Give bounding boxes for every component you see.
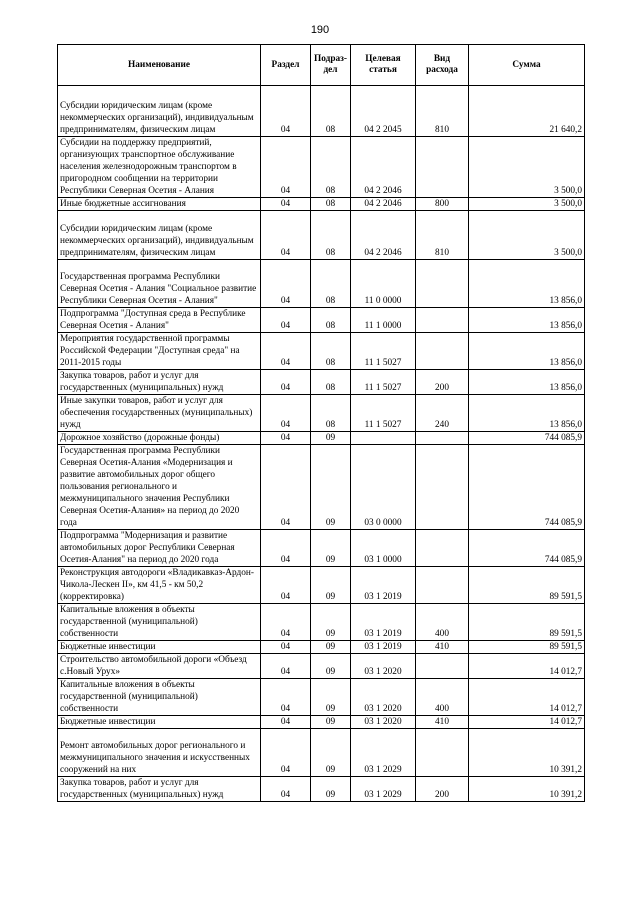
row-name: Субсидии на поддержку предприятий, организующих транспортное обслуживание населения железнодорожным транспортом в пригородном сообщении на территории Республики Северная Осетия - Алания — [58, 137, 261, 198]
row-target: 03 1 2020 — [351, 679, 416, 716]
row-amount: 744 085,9 — [469, 445, 585, 530]
row-amount: 14 012,7 — [469, 679, 585, 716]
table-row — [58, 333, 585, 370]
row-subsection: 08 — [311, 370, 351, 395]
table-row — [58, 530, 585, 567]
header-amount: Сумма — [469, 45, 585, 86]
row-target: 03 0 0000 — [351, 445, 416, 530]
row-amount: 89 591,5 — [469, 641, 585, 654]
row-target: 04 2 2046 — [351, 137, 416, 198]
row-subsection: 08 — [311, 211, 351, 260]
row-name: Субсидии юридическим лицам (кроме некоммерческих организаций), индивидуальным предпринимателям, физическим лицам — [58, 211, 261, 260]
row-expense — [416, 530, 469, 567]
row-section: 04 — [261, 445, 311, 530]
row-expense — [416, 137, 469, 198]
row-name: Бюджетные инвестиции — [58, 716, 261, 729]
row-expense — [416, 729, 469, 777]
row-subsection: 09 — [311, 654, 351, 679]
row-name: Закупка товаров, работ и услуг для государственных (муниципальных) нужд — [58, 777, 261, 802]
row-expense: 410 — [416, 716, 469, 729]
row-target: 03 1 2029 — [351, 729, 416, 777]
row-section: 04 — [261, 679, 311, 716]
row-subsection: 08 — [311, 260, 351, 308]
row-subsection: 09 — [311, 716, 351, 729]
row-subsection: 08 — [311, 395, 351, 432]
row-amount: 13 856,0 — [469, 370, 585, 395]
row-name: Иные закупки товаров, работ и услуг для обеспечения государственных (муниципальных) нужд — [58, 395, 261, 432]
row-section: 04 — [261, 432, 311, 445]
page-number: 190 — [310, 24, 330, 36]
row-amount: 3 500,0 — [469, 137, 585, 198]
row-amount: 13 856,0 — [469, 308, 585, 333]
table-row — [58, 86, 585, 137]
budget-table — [57, 44, 585, 802]
row-section: 04 — [261, 211, 311, 260]
row-section: 04 — [261, 777, 311, 802]
row-expense: 400 — [416, 679, 469, 716]
row-expense — [416, 445, 469, 530]
table-row — [58, 308, 585, 333]
row-amount: 21 640,2 — [469, 86, 585, 137]
row-target: 04 2 2046 — [351, 198, 416, 211]
row-subsection: 09 — [311, 567, 351, 604]
row-expense: 410 — [416, 641, 469, 654]
row-section: 04 — [261, 395, 311, 432]
table-row — [58, 729, 585, 777]
row-target: 11 1 5027 — [351, 395, 416, 432]
row-name: Бюджетные инвестиции — [58, 641, 261, 654]
row-expense: 240 — [416, 395, 469, 432]
row-expense — [416, 654, 469, 679]
row-name: Реконструкция автодороги «Владикавказ-Ардон-Чикола-Лескен II», км 41,5 - км 50,2 (корректировка) — [58, 567, 261, 604]
row-target: 03 1 0000 — [351, 530, 416, 567]
row-target: 11 1 0000 — [351, 308, 416, 333]
table-row — [58, 198, 585, 211]
row-section: 04 — [261, 716, 311, 729]
row-amount: 10 391,2 — [469, 729, 585, 777]
row-expense — [416, 432, 469, 445]
row-target: 03 1 2019 — [351, 604, 416, 641]
row-subsection: 08 — [311, 86, 351, 137]
row-subsection: 09 — [311, 604, 351, 641]
row-amount: 744 085,9 — [469, 530, 585, 567]
row-expense: 200 — [416, 370, 469, 395]
row-name: Подпрограмма "Модернизация и развитие автомобильных дорог Республики Северная Осетия-Алания" на период до 2020 года — [58, 530, 261, 567]
row-subsection: 08 — [311, 308, 351, 333]
header-target: Целевая статья — [351, 45, 416, 86]
table-row — [58, 604, 585, 641]
row-amount: 14 012,7 — [469, 654, 585, 679]
row-target: 03 1 2019 — [351, 641, 416, 654]
row-name: Капитальные вложения в объекты государственной (муниципальной) собственности — [58, 679, 261, 716]
row-target: 03 1 2019 — [351, 567, 416, 604]
row-subsection: 08 — [311, 333, 351, 370]
row-section: 04 — [261, 604, 311, 641]
row-amount: 13 856,0 — [469, 333, 585, 370]
row-subsection: 09 — [311, 641, 351, 654]
row-target: 03 1 2029 — [351, 777, 416, 802]
row-target — [351, 432, 416, 445]
row-section: 04 — [261, 567, 311, 604]
row-section: 04 — [261, 370, 311, 395]
table-row — [58, 137, 585, 198]
row-amount: 89 591,5 — [469, 567, 585, 604]
table-row — [58, 370, 585, 395]
row-target: 04 2 2045 — [351, 86, 416, 137]
row-target: 11 1 5027 — [351, 333, 416, 370]
header-expense: Вид расхода — [416, 45, 469, 86]
row-expense: 810 — [416, 86, 469, 137]
row-section: 04 — [261, 333, 311, 370]
row-section: 04 — [261, 260, 311, 308]
row-subsection: 09 — [311, 530, 351, 567]
table-row — [58, 641, 585, 654]
row-name: Государственная программа Республики Северная Осетия - Алания "Социальное развитие Республики Северная Осетия - Алания" — [58, 260, 261, 308]
row-subsection: 08 — [311, 198, 351, 211]
row-target: 11 1 5027 — [351, 370, 416, 395]
row-amount: 13 856,0 — [469, 260, 585, 308]
row-target: 11 0 0000 — [351, 260, 416, 308]
table-header-row — [58, 45, 585, 86]
table-row — [58, 395, 585, 432]
row-name: Дорожное хозяйство (дорожные фонды) — [58, 432, 261, 445]
row-expense — [416, 308, 469, 333]
table-row — [58, 445, 585, 530]
table-row — [58, 716, 585, 729]
header-name: Наименование — [58, 45, 261, 86]
row-section: 04 — [261, 198, 311, 211]
table-row — [58, 777, 585, 802]
row-amount: 3 500,0 — [469, 211, 585, 260]
row-name: Закупка товаров, работ и услуг для государственных (муниципальных) нужд — [58, 370, 261, 395]
row-name: Строительство автомобильной дороги «Объезд с.Новый Урух» — [58, 654, 261, 679]
row-subsection: 09 — [311, 679, 351, 716]
row-subsection: 09 — [311, 777, 351, 802]
row-subsection: 09 — [311, 445, 351, 530]
row-expense — [416, 567, 469, 604]
row-section: 04 — [261, 641, 311, 654]
row-amount: 10 391,2 — [469, 777, 585, 802]
row-name: Государственная программа Республики Северная Осетия-Алания «Модернизация и развитие автомобильных дорог общего пользования регионального и межмуниципального значения Республики Северная Осетия-Алания» на период до 2020 года — [58, 445, 261, 530]
row-expense: 200 — [416, 777, 469, 802]
row-amount: 13 856,0 — [469, 395, 585, 432]
table-body — [58, 86, 585, 802]
table-row — [58, 211, 585, 260]
row-expense: 800 — [416, 198, 469, 211]
row-amount: 14 012,7 — [469, 716, 585, 729]
table-row — [58, 432, 585, 445]
table-row — [58, 679, 585, 716]
row-section: 04 — [261, 654, 311, 679]
row-name: Субсидии юридическим лицам (кроме некоммерческих организаций), индивидуальным предпринимателям, физическим лицам — [58, 86, 261, 137]
row-name: Подпрограмма "Доступная среда в Республике Северная Осетия - Алания" — [58, 308, 261, 333]
row-target: 03 1 2020 — [351, 654, 416, 679]
row-name: Капитальные вложения в объекты государственной (муниципальной) собственности — [58, 604, 261, 641]
row-expense — [416, 333, 469, 370]
row-section: 04 — [261, 729, 311, 777]
row-section: 04 — [261, 86, 311, 137]
row-amount: 744 085,9 — [469, 432, 585, 445]
row-name: Ремонт автомобильных дорог регионального и межмуниципального значения и искусственных сооружений на них — [58, 729, 261, 777]
row-section: 04 — [261, 530, 311, 567]
table-row — [58, 260, 585, 308]
table-row — [58, 567, 585, 604]
row-section: 04 — [261, 308, 311, 333]
row-name: Мероприятия государственной программы Российской Федерации "Доступная среда" на 2011-2015 годы — [58, 333, 261, 370]
row-expense — [416, 260, 469, 308]
row-target: 03 1 2020 — [351, 716, 416, 729]
row-amount: 89 591,5 — [469, 604, 585, 641]
row-expense: 810 — [416, 211, 469, 260]
header-section: Раздел — [261, 45, 311, 86]
row-subsection: 08 — [311, 137, 351, 198]
row-subsection: 09 — [311, 432, 351, 445]
row-expense: 400 — [416, 604, 469, 641]
header-subsection: Подраз-дел — [311, 45, 351, 86]
row-target: 04 2 2046 — [351, 211, 416, 260]
row-amount: 3 500,0 — [469, 198, 585, 211]
table-row — [58, 654, 585, 679]
row-name: Иные бюджетные ассигнования — [58, 198, 261, 211]
row-subsection: 09 — [311, 729, 351, 777]
row-section: 04 — [261, 137, 311, 198]
